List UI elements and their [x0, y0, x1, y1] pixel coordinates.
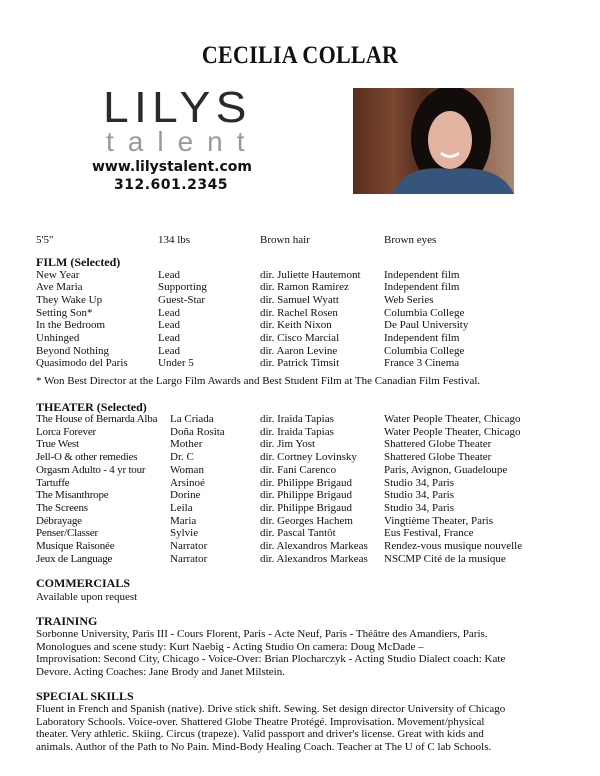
film-footnote: * Won Best Director at the Largo Film Awards and Best Student Film at The Canadian Film Festival.: [36, 375, 481, 387]
skills-line: animals. Author of the Path to No Pain. Mind-Body Healing Coach. Teacher at The U of C lab Schools.: [36, 741, 492, 754]
film-heading: FILM (Selected): [36, 255, 121, 269]
film-director: dir. Keith Nixon: [260, 319, 332, 332]
theater-venue: Studio 34, Paris: [384, 489, 454, 502]
film-role: Guest-Star: [158, 293, 206, 306]
logo-sub: talent: [106, 126, 259, 157]
theater-title: The House of Bernarda Alba: [36, 413, 158, 425]
film-director: dir. Patrick Timsit: [260, 357, 340, 370]
film-director: dir. Aaron Levine: [260, 344, 338, 357]
headshot-photo: [353, 88, 514, 194]
training-heading: TRAINING: [36, 614, 98, 628]
skills-line: Fluent in French and Spanish (native). Drive stick shift. Sewing. Set design director University of Chicago: [36, 703, 506, 715]
skills-heading: SPECIAL SKILLS: [36, 689, 134, 703]
theater-venue: Water People Theater, Chicago: [384, 413, 521, 425]
theater-venue: Studio 34, Paris: [384, 476, 454, 489]
theater-role: Mother: [170, 438, 203, 451]
theater-director: dir. Jim Yost: [260, 438, 316, 451]
film-title: Ave Maria: [36, 281, 83, 294]
theater-role: Woman: [170, 463, 204, 476]
film-director: dir. Samuel Wyatt: [260, 293, 339, 306]
theater-role: Arsinoé: [170, 476, 205, 489]
theater-director: dir. Philippe Brigaud: [260, 489, 352, 502]
film-venue: Columbia College: [384, 344, 465, 357]
film-director: dir. Juliette Hautemont: [260, 268, 361, 281]
theater-role: Doña Rosita: [170, 425, 225, 438]
film-venue: Columbia College: [384, 306, 465, 319]
film-venue: France 3 Cinema: [384, 357, 460, 370]
film-title: Beyond Nothing: [36, 344, 110, 357]
eye-color: Brown eyes: [384, 234, 437, 246]
training-text: [36, 628, 505, 679]
theater-director: dir. Cortney Lovinsky: [260, 451, 357, 464]
film-director: dir. Ramon Ramirez: [260, 281, 349, 294]
film-role: Lead: [158, 306, 180, 319]
theater-venue: Water People Theater, Chicago: [384, 425, 521, 438]
film-title: In the Bedroom: [36, 319, 106, 332]
film-role: Lead: [158, 332, 180, 344]
film-title: New Year: [36, 268, 80, 281]
theater-heading: THEATER (Selected): [36, 400, 147, 414]
theater-title: Musique Raisonée: [36, 540, 115, 552]
theater-role: Narrator: [170, 552, 208, 565]
theater-venue: Paris, Avignon, Guadeloupe: [384, 463, 508, 476]
skills-line: Laboratory Schools. Voice-over. Shattered Globe Theatre Protégé. Improvisation. Movement/physical: [36, 715, 485, 728]
theater-director: dir. Iraida Tapias: [260, 425, 334, 438]
film-venue: Web Series: [384, 293, 434, 306]
theater-director: dir. Philippe Brigaud: [260, 501, 352, 514]
training-line: Sorbonne University, Paris III - Cours Florent, Paris - Acte Neuf, Paris - Théâtre des Amandiers, Paris.: [36, 628, 488, 640]
theater-venue: Vingtième Theater, Paris: [384, 514, 493, 527]
theater-title: The Screens: [36, 501, 88, 514]
film-role: Lead: [158, 344, 180, 357]
theater-director: dir. Pascal Tantôt: [260, 527, 336, 540]
film-role: Lead: [158, 319, 180, 332]
commercials-heading: COMMERCIALS: [36, 576, 131, 590]
theater-role: La Criada: [170, 413, 214, 425]
agency-phone: 312.601.2345: [114, 177, 229, 193]
theater-director: dir. Fani Carenco: [260, 463, 337, 476]
film-venue: De Paul University: [384, 319, 469, 332]
theater-role: Leila: [170, 501, 193, 514]
theater-title: Lorca Forever: [36, 425, 97, 438]
film-title: Setting Son*: [36, 306, 93, 319]
theater-role: Sylvie: [170, 527, 199, 540]
theater-venue: Studio 34, Paris: [384, 501, 454, 514]
agency-logo: [88, 83, 288, 198]
height: 5'5": [36, 234, 54, 246]
theater-venue: Rendez-vous musique nouvelle: [384, 540, 523, 552]
theater-director: dir. Iraida Tapias: [260, 413, 334, 425]
film-title: They Wake Up: [36, 293, 103, 306]
theater-title: True West: [36, 438, 79, 451]
film-role: Lead: [158, 268, 180, 281]
film-director: dir. Rachel Rosen: [260, 306, 338, 319]
theater-title: Orgasm Adulto - 4 yr tour: [36, 463, 146, 476]
theater-venue: Eus Festival, France: [384, 527, 474, 540]
theater-director: dir. Georges Hachem: [260, 514, 353, 527]
actor-name: CECILIA COLLAR: [201, 42, 399, 69]
film-title: Quasimodo del Paris: [36, 357, 128, 370]
agency-website[interactable]: www.lilystalent.com: [92, 159, 252, 175]
theater-title: Jeux de Language: [36, 552, 113, 565]
training-line: Improvisation: Second City, Chicago - Voice-Over: Brian Plocharczyk - Acting Studio Dialect coach: Kate: [36, 653, 506, 666]
theater-director: dir. Alexandros Markeas: [260, 540, 368, 552]
theater-title: Penser/Classer: [36, 527, 98, 540]
film-venue: Independent film: [384, 281, 460, 294]
logo-main: LILYS: [103, 83, 252, 132]
hair-color: Brown hair: [260, 234, 310, 246]
training-line: Devore. Acting Coaches: Jane Brody and Janet Milstein.: [36, 666, 285, 679]
theater-director: dir. Philippe Brigaud: [260, 476, 352, 489]
theater-title: Tartuffe: [36, 476, 70, 489]
theater-title: The Misanthrope: [36, 489, 109, 502]
theater-role: Dr. C: [170, 451, 194, 464]
commercials-text: Available upon request: [36, 591, 138, 603]
theater-venue: Shattered Globe Theater: [384, 451, 492, 464]
film-role: Supporting: [158, 281, 207, 294]
theater-venue: Shattered Globe Theater: [384, 438, 492, 451]
film-venue: Independent film: [384, 332, 460, 344]
theater-role: Dorine: [170, 489, 201, 502]
theater-director: dir. Alexandros Markeas: [260, 552, 368, 565]
skills-line: theater. Very athletic. Skiing. Circus (trapeze). Valid passport and driver's license. Great with kids and: [36, 728, 484, 741]
theater-title: Jell-O & other remedies: [36, 451, 138, 464]
theater-venue: NSCMP Cité de la musique: [384, 552, 506, 565]
theater-role: Narrator: [170, 540, 208, 552]
theater-role: Maria: [170, 514, 197, 527]
skills-text: [36, 703, 505, 754]
film-director: dir. Cisco Marcial: [260, 332, 340, 344]
weight: 134 lbs: [158, 234, 191, 246]
film-title: Unhinged: [36, 332, 80, 344]
film-venue: Independent film: [384, 268, 460, 281]
training-line: Monologues and scene study: Kurt Naebig - Acting Studio On camera: Doug McDade –: [36, 640, 424, 653]
film-role: Under 5: [158, 357, 194, 370]
theater-title: Débrayage: [36, 514, 82, 527]
